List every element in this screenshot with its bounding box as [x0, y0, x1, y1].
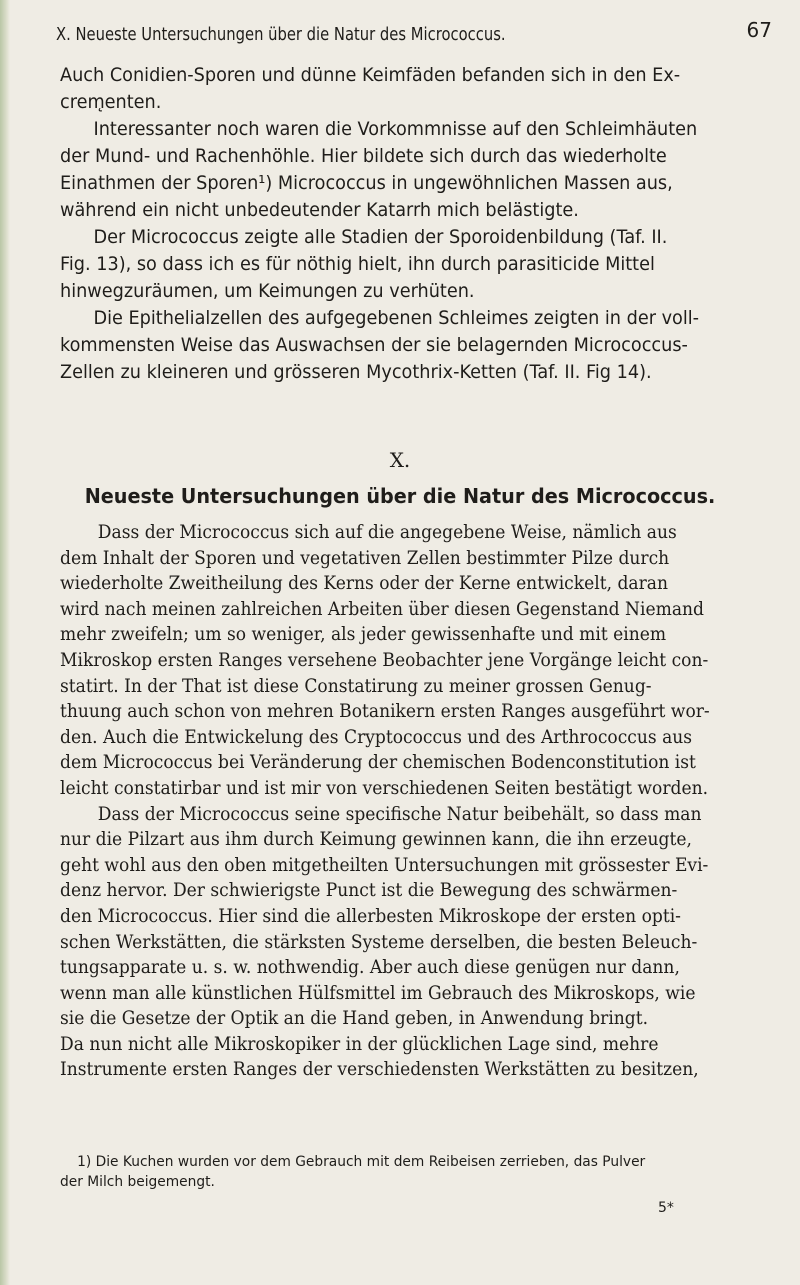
page-binding-edge — [0, 0, 10, 1285]
text-line: sie die Gesetze der Optik an die Hand geben, in Anwendung bringt. — [60, 1007, 649, 1030]
section-number: X. — [389, 448, 411, 472]
text-line: Dass der Micrococcus sich auf die angegebene Weise, nämlich aus — [97, 521, 677, 543]
text-line: denz hervor. Der schwierigste Punct ist die Bewegung des schwärmen- — [60, 879, 678, 902]
text-line: mehr zweifeln; um so weniger, als jeder gewissenhafte und mit einem — [60, 623, 667, 646]
text-line: wird nach meinen zahlreichen Arbeiten über diesen Gegenstand Niemand — [60, 597, 704, 620]
footnote — [60, 1152, 772, 1192]
text-line: wiederholte Zweitheilung des Kerns oder der Kerne entwickelt, daran — [60, 572, 668, 595]
text-line: Dass der Micrococcus seine specifische Natur beibehält, so dass man — [97, 802, 702, 825]
text-line: Einathmen der Sporen¹) Micrococcus in ungewöhnlichen Massen aus, — [60, 172, 673, 194]
footnote-line: der Milch beigemengt. — [60, 1174, 215, 1190]
paragraph — [60, 62, 772, 116]
text-line: den Micrococcus. Hier sind die allerbesten Mikroskope der ersten opti- — [60, 904, 681, 927]
text-line: dem Micrococcus bei Veränderung der chemischen Bodenconstitution ist — [60, 751, 696, 774]
page-number: 67 — [746, 18, 772, 42]
text-line: Fig. 13), so dass ich es für nöthig hielt, ihn durch parasiticide Mittel — [60, 253, 655, 275]
footnote-line: 1) Die Kuchen wurden vor dem Gebrauch mit dem Reibeisen zerrieben, das Pulver — [77, 1154, 646, 1170]
text-line: Zellen zu kleineren und grösseren Mycothrix-Ketten (Taf. II. Fig 14). — [60, 361, 652, 383]
running-head — [40, 18, 780, 48]
text-line: Der Micrococcus zeigte alle Stadien der Sporoidenbildung (Taf. II. — [93, 226, 668, 248]
text-line: thuung auch schon von mehren Botanikern ersten Ranges ausgeführt wor- — [60, 700, 710, 723]
text-line: Die Epithelialzellen des aufgegebenen Schleimes zeigten in der voll- — [93, 307, 700, 329]
section-body — [60, 520, 772, 1083]
text-line: hinwegzuräumen, um Keimungen zu verhüten. — [60, 280, 475, 302]
text-line: statirt. In der That ist diese Constatirung zu meiner grossen Genug- — [60, 674, 652, 697]
text-line: Mikroskop ersten Ranges versehene Beobachter jene Vorgänge leicht con- — [60, 648, 709, 671]
text-line: während ein nicht unbedeutender Katarrh mich belästigte. — [60, 199, 579, 221]
paragraph — [60, 305, 772, 386]
section-title: Neueste Untersuchungen über die Natur des Micrococcus. — [84, 484, 716, 508]
text-line: nur die Pilzart aus ihm durch Keimung gewinnen kann, die ihn erzeugte, — [60, 828, 692, 851]
continued-text — [60, 62, 772, 386]
signature-mark: 5* — [658, 1200, 674, 1216]
text-line: crem̨enten. — [60, 91, 162, 113]
text-line: dem Inhalt der Sporen und vegetativen Zellen bestimmter Pilze durch — [60, 546, 670, 569]
text-line: Auch Conidien-Sporen und dünne Keimfäden befanden sich in den Ex- — [60, 64, 681, 86]
text-line: Interessanter noch waren die Vorkommnisse auf den Schleimhäuten — [93, 118, 698, 140]
text-line: leicht constatirbar und ist mir von verschiedenen Seiten bestätigt worden. — [60, 776, 709, 799]
text-line: geht wohl aus den oben mitgetheilten Untersuchungen mit grössester Evi- — [60, 853, 709, 876]
text-line: schen Werkstätten, die stärksten Systeme derselben, die besten Beleuch- — [60, 930, 698, 953]
paragraph — [60, 116, 772, 224]
text-line: kommensten Weise das Auswachsen der sie belagernden Micrococcus- — [60, 334, 688, 356]
text-line: Da nun nicht alle Mikroskopiker in der glücklichen Lage sind, mehre — [60, 1032, 659, 1055]
text-line: der Mund- und Rachenhöhle. Hier bildete sich durch das wiederholte — [60, 145, 667, 167]
text-line: den. Auch die Entwickelung des Cryptococcus und des Arthrococcus aus — [60, 725, 693, 748]
running-title: X. Neueste Untersuchungen über die Natur des Micrococcus. — [56, 24, 506, 45]
paragraph — [60, 224, 772, 305]
text-line: wenn man alle künstlichen Hülfsmittel im Gebrauch des Mikroskops, wie — [60, 981, 696, 1004]
text-line: tungsapparate u. s. w. nothwendig. Aber auch diese genügen nur dann, — [60, 956, 680, 979]
text-line: Instrumente ersten Ranges der verschiedensten Werkstätten zu besitzen, — [60, 1058, 699, 1081]
